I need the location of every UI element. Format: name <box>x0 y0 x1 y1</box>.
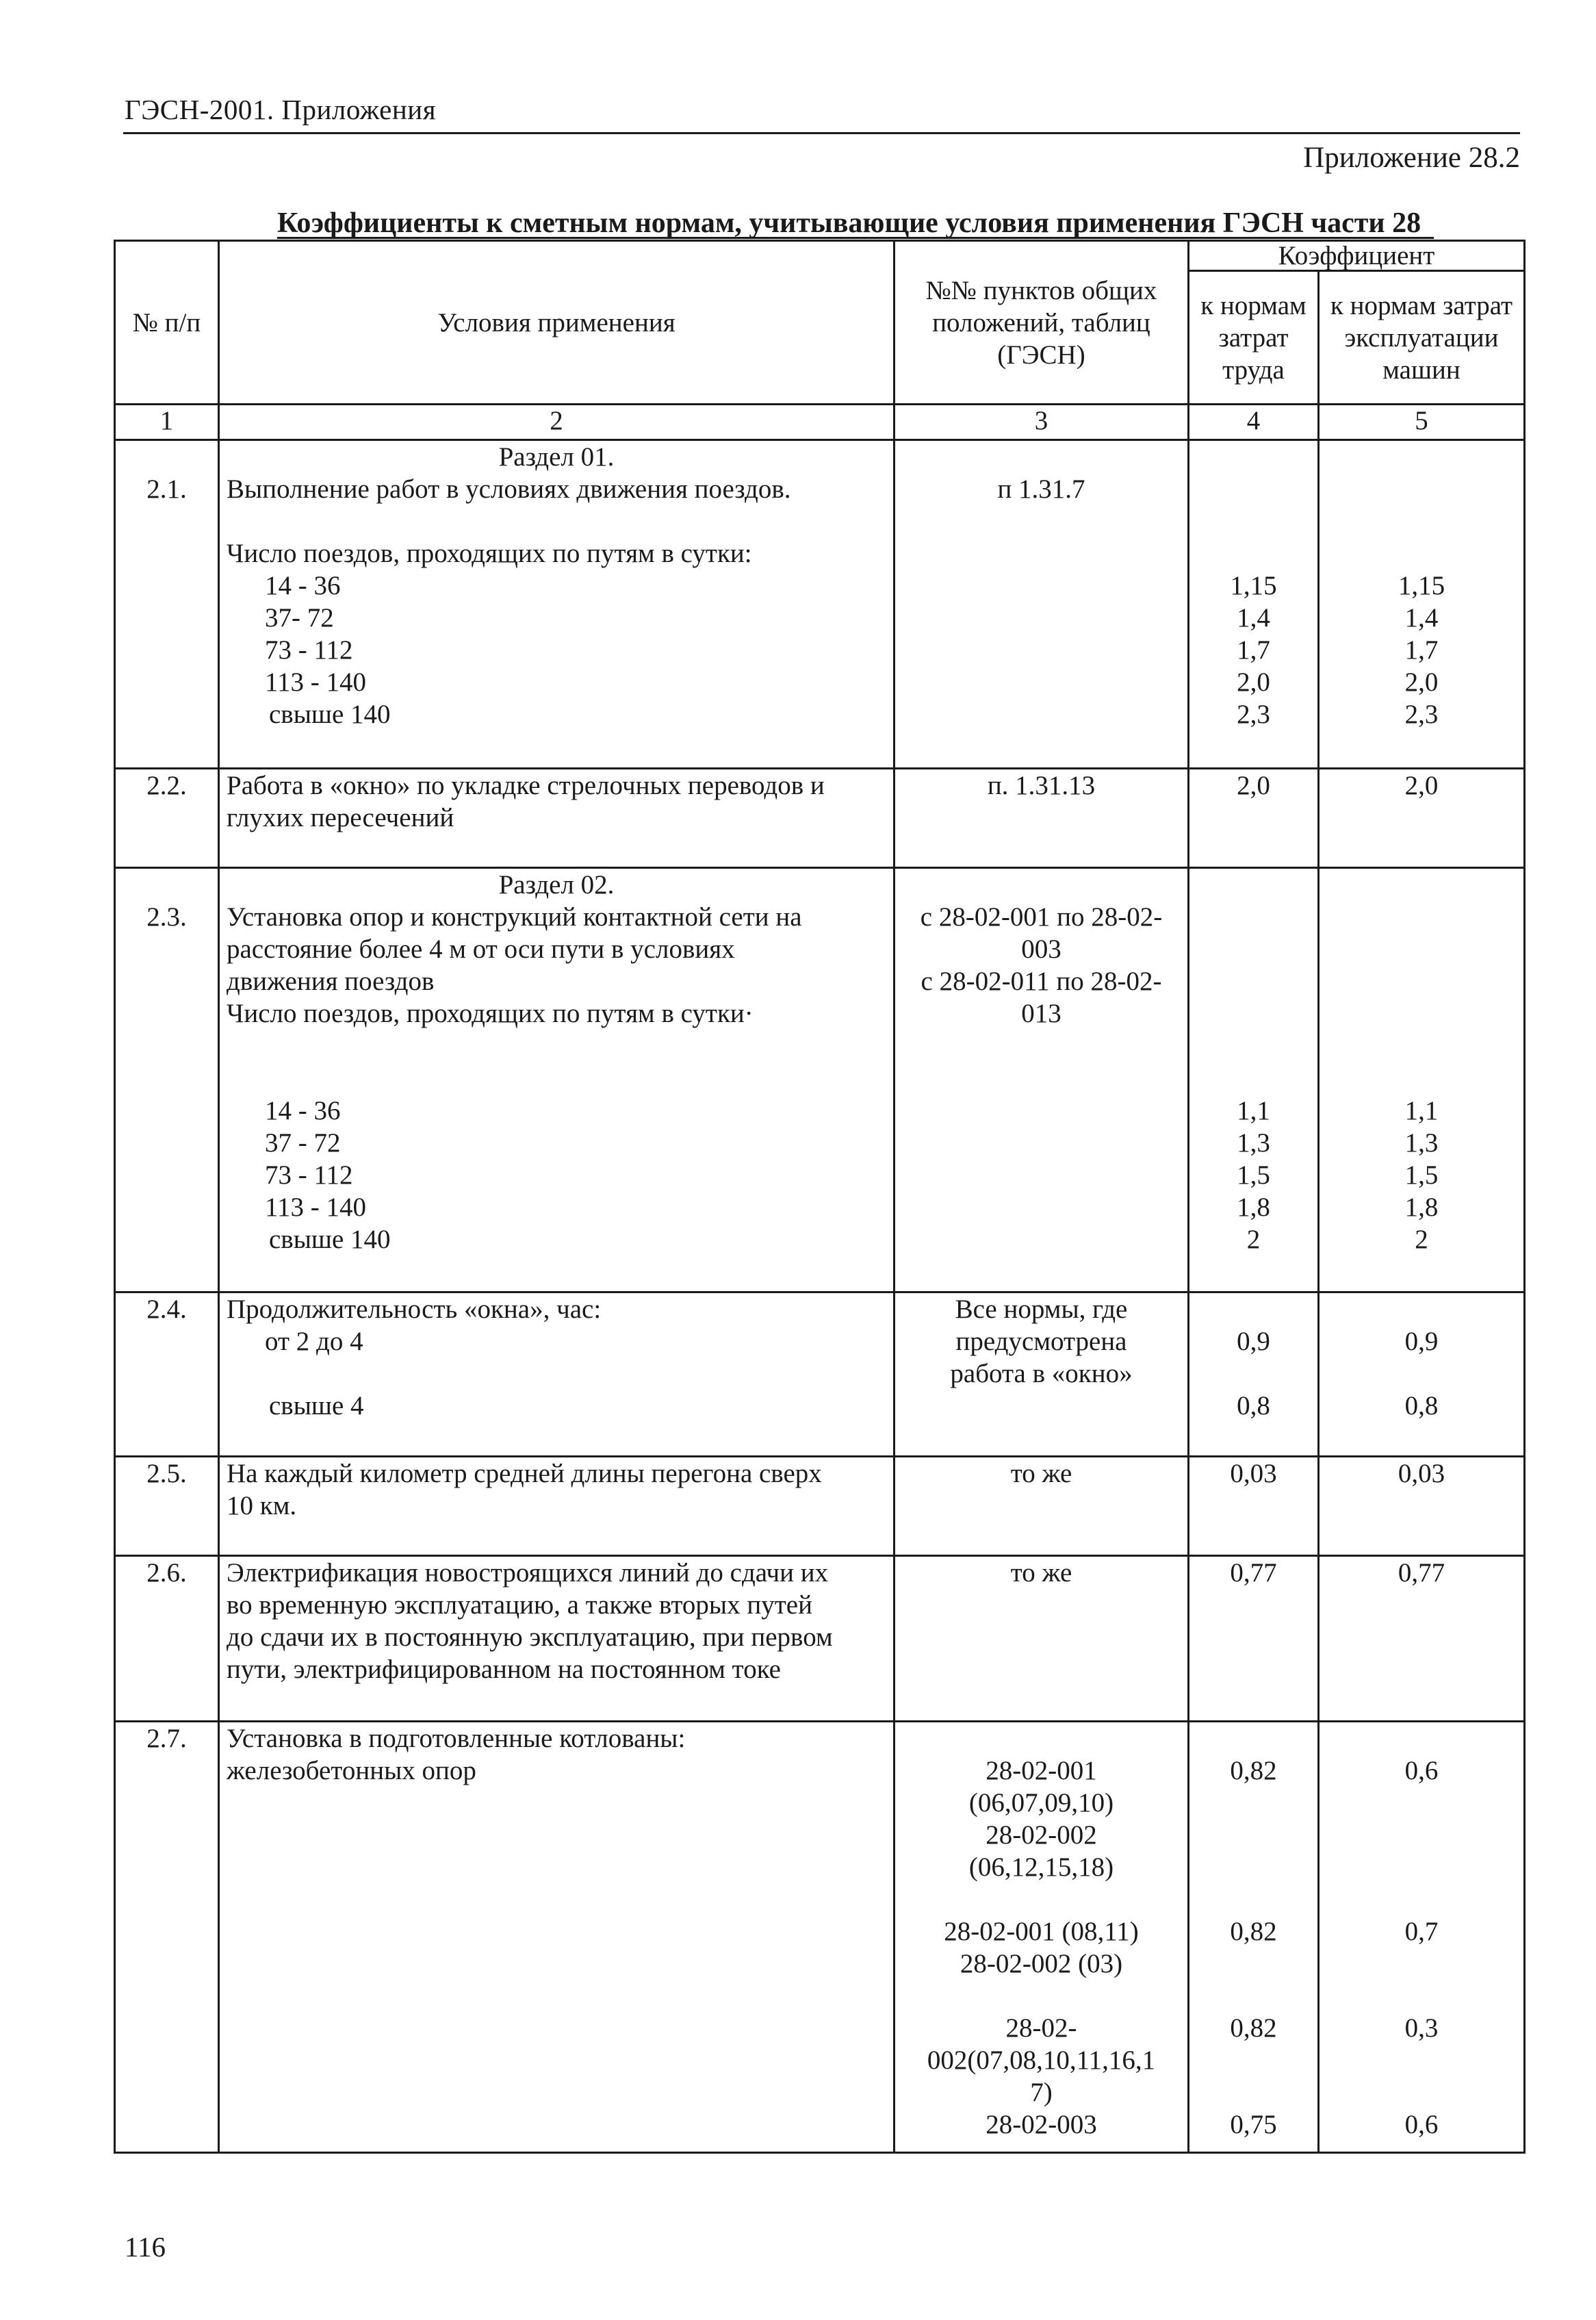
coefficients-table <box>114 240 1526 2154</box>
condition-text: 10 км. <box>227 1491 297 1520</box>
reference: 28-02-001 <box>986 1756 1097 1785</box>
reference: предусмотрена <box>955 1327 1127 1356</box>
train-count-range: свыше 140 <box>269 1225 391 1254</box>
labor-coefficient: 1,3 <box>1237 1128 1270 1158</box>
table-row <box>115 1457 1525 1556</box>
table-title: Коэффициенты к сметным нормам, учитывающие условия применения ГЭСН части 28 <box>277 207 1421 239</box>
machine-coefficient: 2 <box>1415 1225 1428 1254</box>
labor-coefficient: 0,8 <box>1237 1391 1270 1420</box>
reference: работа в «окно» <box>950 1359 1133 1388</box>
machine-coefficient: 0,6 <box>1404 2110 1439 2139</box>
labor-coefficient: 1,5 <box>1237 1160 1270 1190</box>
machine-coefficient: 0,9 <box>1404 1327 1439 1356</box>
header-num: № п/п <box>115 241 219 405</box>
condition-text: железобетонных опор <box>227 1756 476 1785</box>
labor-coefficient: 0,77 <box>1230 1558 1277 1588</box>
condition-text: Установка в подготовленные котлованы: <box>227 1724 686 1753</box>
reference: (06,12,15,18) <box>968 1852 1114 1882</box>
labor-coefficient: 0,82 <box>1230 1756 1277 1785</box>
labor-coefficient: 0,75 <box>1230 2110 1277 2139</box>
condition-text: Работа в «окно» по укладке стрелочных переводов и <box>227 771 825 800</box>
reference: с 28-02-001 по 28-02- <box>920 902 1163 932</box>
machine-coefficient: 2,3 <box>1404 700 1439 729</box>
machine-coefficient: 1,3 <box>1404 1128 1439 1158</box>
condition-text: пути, электрифицированном на постоянном токе <box>227 1655 781 1684</box>
machine-coefficient: 1,4 <box>1404 603 1439 633</box>
row-number: 2.3. <box>146 902 187 932</box>
table-row <box>115 1292 1525 1457</box>
machine-coefficient: 0,6 <box>1404 1756 1439 1785</box>
machine-coefficient: 1,5 <box>1404 1160 1439 1190</box>
train-count-range: 73 - 112 <box>265 635 353 665</box>
reference: п 1.31.7 <box>997 474 1085 504</box>
labor-coefficient: 2,0 <box>1237 667 1270 697</box>
condition-text: до сдачи их в постоянную эксплуатацию, при первом <box>227 1622 833 1652</box>
condition-text: Установка опор и конструкций контактной сети на <box>227 902 802 932</box>
row-number: 2.2. <box>146 771 187 800</box>
labor-coefficient: 0,03 <box>1230 1459 1277 1488</box>
reference: 013 <box>1021 999 1061 1028</box>
machine-coefficient: 0,7 <box>1404 1917 1439 1946</box>
reference: (06,07,09,10) <box>968 1788 1114 1818</box>
header-divider <box>123 132 1520 134</box>
condition-text: Электрификация новостроящихся линий до сдачи их <box>227 1558 829 1588</box>
reference: 28-02- <box>1005 2013 1077 2043</box>
column-numbers-row <box>115 405 1525 440</box>
train-count-range: 14 - 36 <box>265 571 341 600</box>
header-labor: к нормам затрат труда <box>1189 271 1319 405</box>
reference: 28-02-002 (03) <box>960 1949 1123 1978</box>
reference: п. 1.31.13 <box>987 771 1096 800</box>
reference: с 28-02-011 по 28-02- <box>921 967 1162 996</box>
machine-coefficient: 2,0 <box>1404 771 1439 800</box>
labor-coefficient: 0,82 <box>1230 2013 1277 2043</box>
condition-text: во временную эксплуатацию, а также вторых путей <box>227 1590 812 1620</box>
labor-coefficient: 1,8 <box>1237 1193 1270 1222</box>
machine-coefficient: 1,15 <box>1398 571 1445 600</box>
train-count-range: 14 - 36 <box>265 1096 341 1125</box>
title-underline <box>277 237 1434 239</box>
page-number: 116 <box>125 2231 166 2262</box>
machine-coefficient: 0,03 <box>1398 1459 1445 1488</box>
machine-coefficient: 0,8 <box>1404 1391 1439 1420</box>
table-row <box>115 769 1525 868</box>
row-number: 2.7. <box>146 1724 187 1753</box>
window-duration: от 2 до 4 <box>265 1327 363 1356</box>
reference: 28-02-001 (08,11) <box>944 1917 1139 1946</box>
machine-coefficient: 0,3 <box>1404 2013 1439 2043</box>
table-row <box>115 1722 1525 2153</box>
labor-coefficient: 2,3 <box>1237 700 1270 729</box>
condition-text: движения поездов <box>227 967 435 996</box>
row-number: 2.1. <box>146 474 187 504</box>
table-row <box>115 1556 1525 1722</box>
train-count-range: 73 - 112 <box>265 1160 353 1190</box>
labor-coefficient: 2,0 <box>1237 771 1270 800</box>
row-number: 2.5. <box>146 1459 187 1488</box>
condition-text: На каждый километр средней длины перегона сверх <box>227 1459 822 1488</box>
reference: 28-02-003 <box>986 2110 1097 2139</box>
reference: 28-02-002 <box>986 1820 1097 1850</box>
section-heading: Раздел 02. <box>498 870 615 900</box>
reference: 003 <box>1021 934 1061 964</box>
labor-coefficient: 0,82 <box>1230 1917 1277 1946</box>
condition-subheading: Число поездов, проходящих по путям в сутки· <box>227 999 754 1028</box>
reference: то же <box>1010 1459 1072 1488</box>
train-count-range: 37- 72 <box>265 603 334 633</box>
machine-coefficient: 2,0 <box>1404 667 1439 697</box>
header-conditions: Условия применения <box>219 241 894 405</box>
condition-text: Выполнение работ в условиях движения поездов. <box>227 474 791 504</box>
train-count-range: свыше 140 <box>269 700 391 729</box>
condition-subheading: Число поездов, проходящих по путям в сутки: <box>227 539 752 568</box>
window-duration: свыше 4 <box>269 1391 364 1420</box>
labor-coefficient: 1,1 <box>1237 1096 1270 1125</box>
machine-coefficient: 1,1 <box>1404 1096 1439 1125</box>
col-number: 1 <box>115 405 219 440</box>
condition-text: глухих пересечений <box>227 803 454 832</box>
train-count-range: 113 - 140 <box>265 667 367 697</box>
running-title: ГЭСН-2001. Приложения <box>125 94 437 125</box>
col-number: 2 <box>219 405 894 440</box>
reference: 7) <box>1030 2078 1053 2107</box>
reference: 002(07,08,10,11,16,1 <box>927 2045 1156 2075</box>
train-count-range: 113 - 140 <box>265 1193 367 1222</box>
col-number: 5 <box>1319 405 1525 440</box>
table-row <box>115 868 1525 1292</box>
section-heading: Раздел 01. <box>498 442 615 472</box>
col-number: 4 <box>1189 405 1319 440</box>
condition-text: Продолжительность «окна», час: <box>227 1295 602 1324</box>
reference: то же <box>1010 1558 1072 1588</box>
train-count-range: 37 - 72 <box>265 1128 341 1158</box>
appendix-label: Приложение 28.2 <box>1303 142 1520 174</box>
condition-text: расстояние более 4 м от оси пути в условиях <box>227 934 735 964</box>
reference: Все нормы, где <box>955 1295 1128 1324</box>
row-number: 2.6. <box>146 1558 187 1588</box>
header-machines: к нормам затрат эксплуатации машин <box>1319 271 1525 405</box>
row-number: 2.4. <box>146 1295 187 1324</box>
header-coefficient: Коэффициент <box>1189 241 1525 271</box>
labor-coefficient: 2 <box>1246 1225 1261 1254</box>
labor-coefficient: 1,15 <box>1230 571 1277 600</box>
table-row <box>115 440 1525 769</box>
labor-coefficient: 0,9 <box>1237 1327 1270 1356</box>
header-refs: №№ пунктов общих положений, таблиц (ГЭСН) <box>894 241 1189 405</box>
col-number: 3 <box>894 405 1189 440</box>
machine-coefficient: 1,8 <box>1404 1193 1439 1222</box>
machine-coefficient: 1,7 <box>1404 635 1439 665</box>
labor-coefficient: 1,7 <box>1237 635 1270 665</box>
labor-coefficient: 1,4 <box>1237 603 1270 633</box>
machine-coefficient: 0,77 <box>1398 1558 1445 1588</box>
